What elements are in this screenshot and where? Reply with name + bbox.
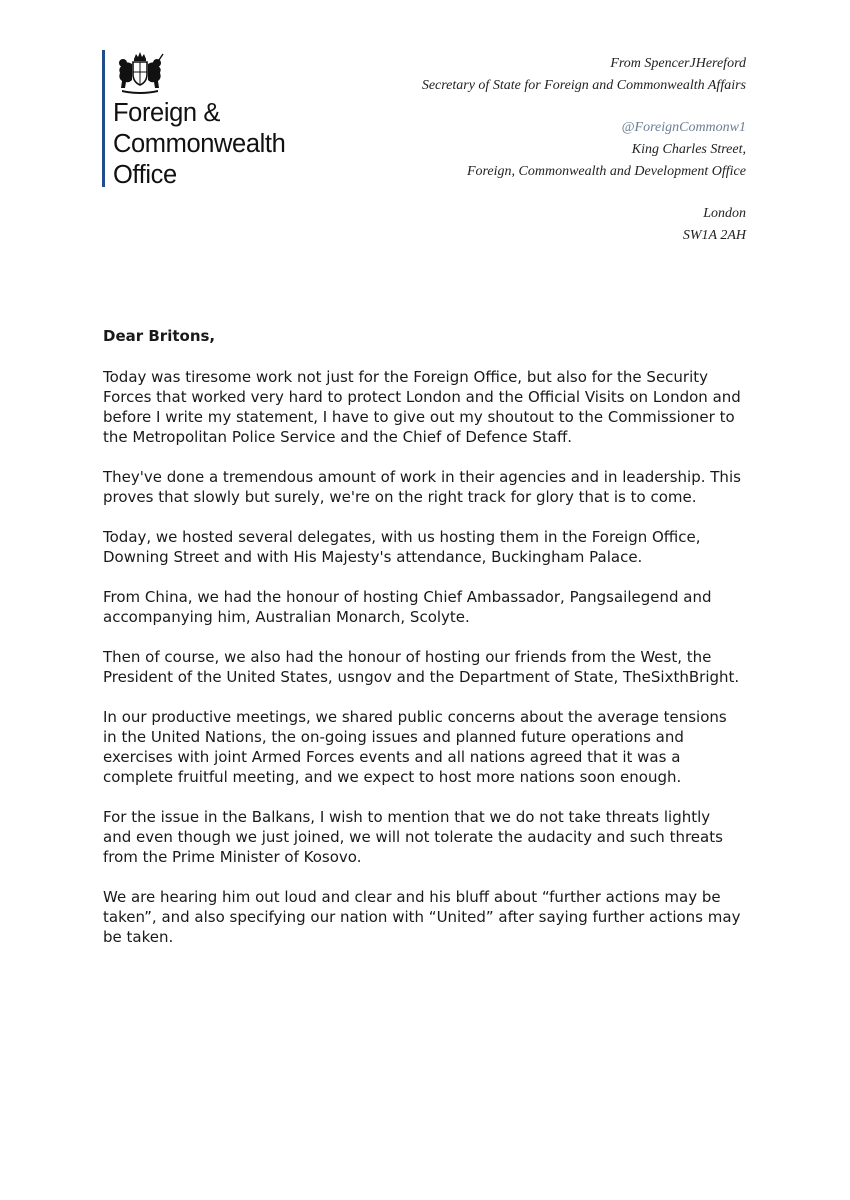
address-street: King Charles Street, <box>631 142 746 157</box>
salutation: Dear Britons, <box>103 327 216 345</box>
sender-handle: @ForeignCommonw1 <box>621 120 746 135</box>
letter-paragraph: From China, we had the honour of hosting Chief Ambassador, Pangsailegend and accompanying him, Australian Monarch, Scolyte. <box>103 588 712 626</box>
letter-body <box>103 326 743 967</box>
address-spacer <box>422 97 746 117</box>
letter-paragraph: Today, we hosted several delegates, with us hosting them in the Foreign Office, Downing Street and with His Majesty's attendance, Buckingham Palace. <box>103 528 701 566</box>
address-postcode: SW1A 2AH <box>682 228 746 243</box>
sender-from: From SpencerJHereford <box>610 56 746 71</box>
sender-title: Secretary of State for Foreign and Commonwealth Affairs <box>421 78 746 93</box>
address-office: Foreign, Commonwealth and Development Office <box>466 164 746 179</box>
address-spacer <box>422 183 746 203</box>
letter-paragraph: They've done a tremendous amount of work in their agencies and in leadership. This proves that slowly but surely, we're on the right track for glory that is to come. <box>103 468 741 506</box>
letter-paragraph: In our productive meetings, we shared public concerns about the average tensions in the United Nations, the on-going issues and planned future operations and exercises with joint Armed Forces events and all nations agreed that it was a complete fruitful meeting, and we expect to host more nations soon enough. <box>103 708 727 786</box>
address-city: London <box>703 206 746 221</box>
organisation-name-line: Office <box>113 161 177 189</box>
organisation-name-line: Foreign & <box>113 99 220 127</box>
organisation-name <box>113 98 285 191</box>
sender-address-block <box>422 53 746 247</box>
letter-paragraph: For the issue in the Balkans, I wish to mention that we do not take threats lightly and even though we just joined, we will not tolerate the audacity and such threats from the Prime Minister of Kosovo. <box>103 808 723 866</box>
royal-coat-of-arms-icon <box>112 50 168 94</box>
letter-paragraph: Today was tiresome work not just for the Foreign Office, but also for the Security Forces that worked very hard to protect London and the Official Visits on London and before I write my statement, I have to give out my shoutout to the Commissioner to the Metropolitan Police Service and the Chief of Defence Staff. <box>103 368 741 446</box>
letter-paragraph: Then of course, we also had the honour of hosting our friends from the West, the President of the United States, usngov and the Department of State, TheSixthBright. <box>103 648 740 686</box>
letterhead-rule <box>102 50 105 187</box>
letter-paragraph: We are hearing him out loud and clear and his bluff about “further actions may be taken”, and also specifying our nation with “United” after saying further actions may be taken. <box>103 888 741 946</box>
organisation-name-line: Commonwealth <box>113 130 286 158</box>
